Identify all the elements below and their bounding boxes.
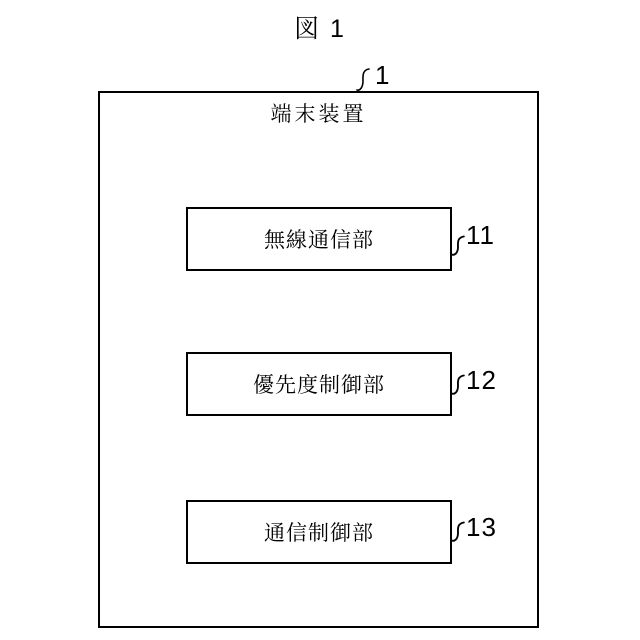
ref-number-block-3: 13 (466, 512, 497, 542)
figure-title: 図 1 (294, 15, 346, 43)
ref-number-block-1: 11 (466, 220, 495, 250)
leader-hook-icon (451, 374, 465, 398)
device-label: 端末装置 (270, 103, 367, 126)
block-wireless-communication (186, 207, 452, 271)
block-label: 通信制御部 (264, 522, 374, 545)
leader-hook-icon (451, 521, 465, 545)
ref-number-device: 1 (375, 60, 391, 90)
block-priority-control (186, 352, 452, 416)
leader-hook-icon (356, 68, 370, 92)
leader-hook-icon (451, 235, 465, 259)
ref-number-block-2: 12 (466, 365, 497, 395)
block-label: 優先度制御部 (253, 374, 385, 397)
block-label: 無線通信部 (264, 229, 374, 252)
block-communication-control (186, 500, 452, 564)
